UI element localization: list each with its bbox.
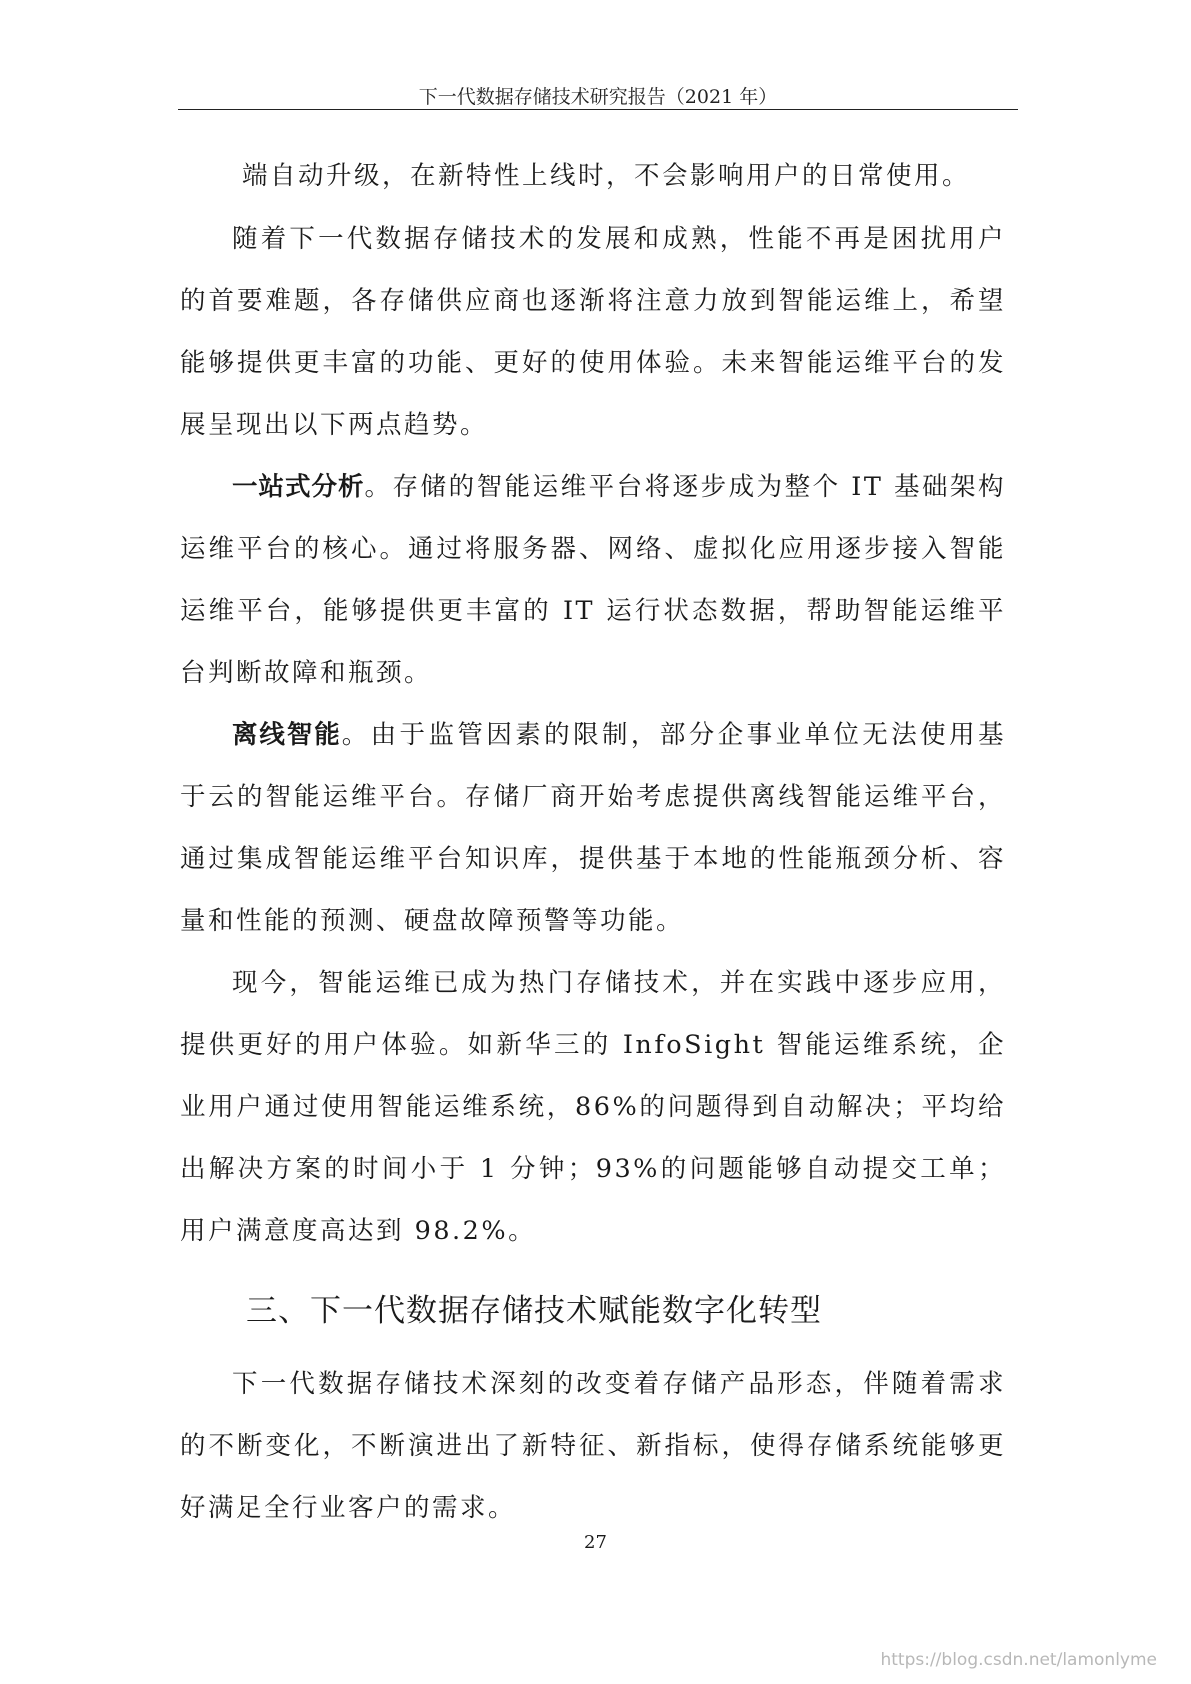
paragraph-lead: 离线智能: [232, 720, 342, 750]
paragraph-continuation: [180, 145, 1006, 207]
header-rule: [178, 109, 1018, 110]
paragraph-text: 随着下一代数据存储技术的发展和成熟，性能不再是困扰用户的首要难题，各存储供应商也逐渐将注意力放到智能运维上，希望能够提供更丰富的功能、更好的使用体验。未来智能运维平台的发展呈现出以下两点趋势。: [180, 224, 1006, 440]
paragraph-text: 端自动升级，在新特性上线时，不会影响用户的日常使用。: [242, 161, 971, 191]
paragraph-offline-intelligence: [180, 704, 1006, 952]
section-heading: 三、下一代数据存储技术赋能数字化转型: [246, 1293, 822, 1329]
paragraph-text: 。由于监管因素的限制，部分企事业单位无法使用基于云的智能运维平台。存储厂商开始考虑提供离线智能运维平台，通过集成智能运维平台知识库，提供基于本地的性能瓶颈分析、容量和性能的预测、硬盘故障预警等功能。: [180, 720, 1006, 936]
paragraph-text: 现今，智能运维已成为热门存储技术，并在实践中逐步应用，提供更好的用户体验。如新华三的 InfoSight 智能运维系统，企业用户通过使用智能运维系统，86%的问题得到自动解决；平均给出解决方案的时间小于 1 分钟；93%的问题能够自动提交工单；用户满意度高达到 98.2%。: [180, 968, 1006, 1246]
running-header: 下一代数据存储技术研究报告（2021 年）: [418, 86, 778, 108]
paragraph-section-intro: [180, 1353, 1006, 1539]
paragraph-text: 。存储的智能运维平台将逐步成为整个 IT 基础架构运维平台的核心。通过将服务器、网络、虚拟化应用逐步接入智能运维平台，能够提供更丰富的 IT 运行状态数据，帮助智能运维平台判断故障和瓶颈。: [180, 472, 1006, 688]
watermark-url: https://blog.csdn.net/lamonlyme: [880, 1650, 1157, 1670]
paragraph-one-stop-analysis: [180, 456, 1006, 704]
paragraph-text: 下一代数据存储技术深刻的改变着存储产品形态，伴随着需求的不断变化，不断演进出了新特征、新指标，使得存储系统能够更好满足全行业客户的需求。: [180, 1369, 1006, 1523]
paragraph-infosight-example: [180, 952, 1006, 1262]
page-number: 27: [584, 1532, 607, 1553]
paragraph-lead: 一站式分析: [232, 472, 365, 502]
paragraph-trends-intro: [180, 208, 1006, 456]
